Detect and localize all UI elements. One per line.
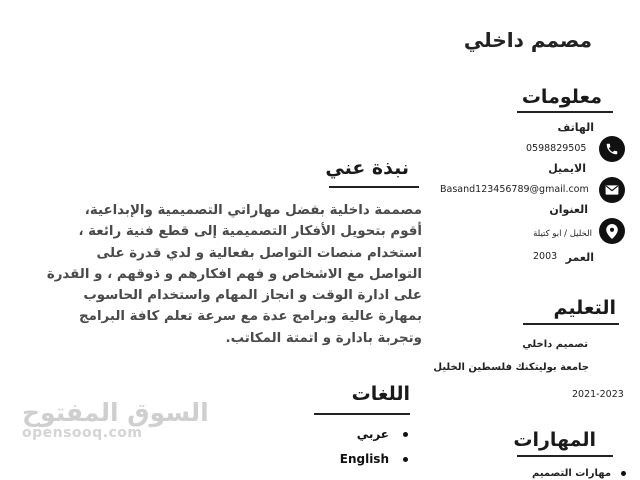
watermark-latin: opensooq.com xyxy=(22,425,143,441)
about-line: التواصل مع الاشخاص و فهم افكارهم و ذوقهم ، و القدرة xyxy=(46,266,422,282)
email-label: الايميل xyxy=(548,162,586,175)
language-item-arabic xyxy=(357,427,408,441)
education-years: 2021-2023 xyxy=(572,389,624,400)
phone-label: الهاتف xyxy=(557,121,594,134)
about-section-title: نبذة عني xyxy=(325,157,409,179)
skills-section-title: المهارات xyxy=(513,429,596,451)
about-line: بمهارة عالية وبرامج عدة مع سرعة تعلم كافة البرامج xyxy=(79,309,422,325)
email-value[interactable]: Basand123456789@gmail.com xyxy=(440,184,589,195)
about-line: استخدام منصات التواصل بفعالية و لدي قدرة على xyxy=(96,245,422,261)
about-title-rule xyxy=(329,186,419,188)
age-label: العمر xyxy=(565,251,594,264)
about-line: على ادارة الوقت و انجاز المهام واستخدام الحاسوب xyxy=(83,288,422,304)
age-value: 2003 xyxy=(533,251,558,262)
language-label: English xyxy=(339,452,389,466)
languages-title-rule xyxy=(314,413,410,415)
skills-list-item xyxy=(532,468,626,479)
phone-icon xyxy=(599,136,625,162)
job-title: مصمم داخلي xyxy=(463,28,592,52)
address-label: العنوان xyxy=(549,203,588,216)
address-value: الخليل / ابو كتيلة xyxy=(533,229,592,239)
about-line: أقوم بتحويل الأفكار التصميمية إلى قطع فنية رائعة ، xyxy=(78,224,422,240)
skills-title-rule xyxy=(517,455,613,457)
location-pin-icon xyxy=(599,218,625,244)
opensooq-watermark xyxy=(22,398,209,441)
education-section-title: التعليم xyxy=(553,297,616,319)
education-title-rule xyxy=(523,323,619,325)
phone-value[interactable]: 0598829505 xyxy=(526,143,587,154)
bullet-dot xyxy=(403,457,408,462)
bullet-dot xyxy=(621,471,626,476)
about-paragraph xyxy=(46,200,422,349)
about-line: وتجربة بادارة و اتمتة المكاتب. xyxy=(225,330,422,346)
bullet-dot xyxy=(403,432,408,437)
languages-section-title: اللغات xyxy=(351,383,410,405)
about-line: مصممة داخلية بفضل مهاراتي التصميمية والإبداعية، xyxy=(84,203,422,218)
education-university: جامعة بوليتكنك فلسطين الخليل xyxy=(433,362,589,373)
language-item-english xyxy=(340,452,408,466)
skill-label: مهارات التصميم xyxy=(532,468,612,479)
envelope-icon xyxy=(599,177,625,203)
language-label: عربي xyxy=(356,427,389,441)
info-section-title: معلومات xyxy=(521,86,602,108)
watermark-arabic: السوق المفتوح xyxy=(22,398,209,427)
info-title-rule xyxy=(517,111,613,113)
education-degree: تصميم داخلي xyxy=(522,339,588,350)
